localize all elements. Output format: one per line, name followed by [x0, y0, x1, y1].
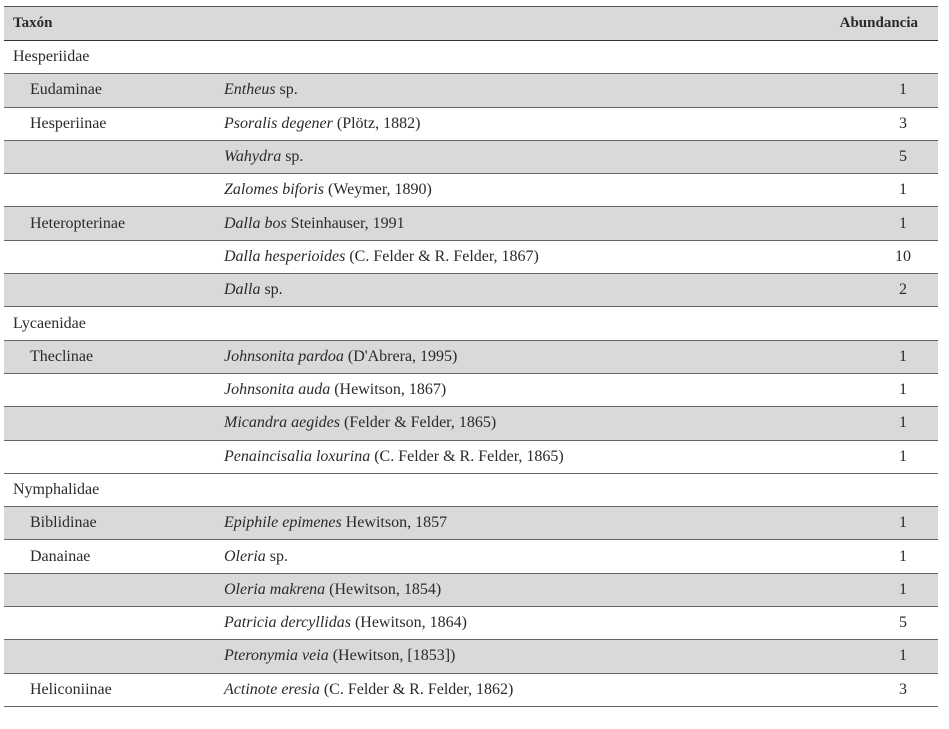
- abundance-value: 1: [899, 214, 907, 232]
- species-cell: [224, 341, 457, 373]
- species-name: Zalomes biforis: [224, 181, 325, 199]
- species-name: Entheus: [224, 81, 276, 99]
- table-row: [4, 574, 938, 607]
- species-cell: [224, 74, 298, 106]
- species-authority: (Felder & Felder, 1865): [339, 414, 497, 432]
- species-name: Micandra aegides: [224, 414, 340, 432]
- species-authority: (Hewitson, [1853]): [328, 647, 456, 665]
- species-name: Penaincisalia loxurina: [224, 447, 371, 465]
- table-row: [4, 74, 938, 107]
- species-authority: (D'Abrera, 1995): [343, 347, 458, 365]
- table-row: [4, 207, 938, 240]
- species-authority: Steinhauser, 1991: [286, 214, 405, 232]
- abundance-value: 1: [899, 547, 907, 565]
- subfamily-name: Hesperiinae: [30, 114, 107, 132]
- subfamily-name: Danainae: [30, 547, 91, 565]
- species-name: Oleria makrena: [224, 580, 326, 598]
- species-name: Pteronymia veia: [224, 647, 329, 665]
- species-cell: [224, 274, 283, 306]
- species-cell: [224, 108, 420, 140]
- family-row: [4, 474, 938, 507]
- species-cell: [224, 374, 446, 406]
- species-cell: [224, 574, 441, 606]
- table-row: [4, 374, 938, 407]
- species-name: Oleria: [224, 547, 266, 565]
- species-authority: (C. Felder & R. Felder, 1862): [319, 680, 514, 698]
- species-authority: (Hewitson, 1854): [325, 580, 442, 598]
- abundance-value: 3: [899, 680, 907, 698]
- abundance-value: 1: [899, 447, 907, 465]
- species-authority: sp.: [265, 547, 289, 565]
- family-name: Hesperiidae: [13, 48, 90, 66]
- species-name: Epiphile epimenes: [224, 514, 342, 532]
- abundance-column-header: Abundancia: [839, 15, 918, 31]
- subfamily-name: Theclinae: [30, 347, 94, 365]
- species-authority: (Hewitson, 1864): [350, 614, 467, 632]
- table-row: [4, 640, 938, 673]
- species-cell: [224, 241, 539, 273]
- family-name: Nymphalidae: [13, 481, 100, 498]
- table-body: [4, 41, 938, 707]
- subfamily-name: Heteropterinae: [30, 214, 126, 232]
- subfamily-name: Biblidinae: [30, 514, 97, 532]
- species-cell: [224, 674, 513, 706]
- table-row: [4, 108, 938, 141]
- abundance-value: 1: [899, 347, 907, 365]
- species-authority: Hewitson, 1857: [341, 514, 448, 532]
- species-authority: (C. Felder & R. Felder, 1867): [345, 247, 539, 265]
- abundance-value: 1: [899, 514, 907, 532]
- species-name: Dalla hesperioides: [224, 247, 346, 265]
- abundance-value: 1: [899, 381, 907, 399]
- subfamily-name: Heliconiinae: [30, 680, 112, 698]
- abundance-value: 1: [899, 181, 907, 199]
- species-authority: (Hewitson, 1867): [330, 381, 447, 399]
- table-row: [4, 507, 938, 540]
- family-row: [4, 41, 938, 74]
- table-row: [4, 174, 938, 207]
- table-row: [4, 607, 938, 640]
- abundance-value: 1: [899, 81, 907, 99]
- species-cell: [224, 640, 455, 672]
- table-row: [4, 241, 938, 274]
- species-name: Wahydra: [224, 148, 282, 166]
- species-authority: sp.: [275, 81, 298, 99]
- species-name: Actinote eresia: [224, 680, 320, 698]
- species-authority: (Weymer, 1890): [324, 181, 432, 199]
- species-authority: sp.: [260, 281, 283, 299]
- table-row: [4, 540, 938, 573]
- species-cell: [224, 507, 447, 539]
- abundance-value: 1: [899, 414, 907, 432]
- species-name: Johnsonita auda: [224, 381, 331, 399]
- species-name: Patricia dercyllidas: [224, 614, 351, 632]
- family-name: Lycaenidae: [13, 314, 86, 332]
- species-name: Johnsonita pardoa: [224, 347, 344, 365]
- abundance-value: 10: [895, 247, 911, 265]
- species-cell: [224, 607, 467, 639]
- table-row: [4, 441, 938, 474]
- species-name: Dalla bos: [224, 214, 287, 232]
- species-name: Psoralis degener: [224, 114, 333, 132]
- species-authority: (Plötz, 1882): [332, 114, 421, 132]
- species-cell: [224, 540, 288, 572]
- species-cell: [224, 141, 303, 173]
- abundance-value: 2: [899, 281, 907, 299]
- taxon-abundance-table: [4, 6, 938, 707]
- species-cell: [224, 441, 564, 473]
- species-cell: [224, 407, 496, 439]
- table-row: [4, 674, 938, 707]
- species-cell: [224, 207, 405, 239]
- species-name: Dalla: [224, 281, 261, 299]
- abundance-value: 1: [899, 580, 907, 598]
- family-row: [4, 307, 938, 340]
- species-cell: [224, 174, 432, 206]
- abundance-value: 5: [899, 148, 907, 166]
- subfamily-name: Eudaminae: [30, 81, 102, 99]
- species-authority: (C. Felder & R. Felder, 1865): [370, 447, 564, 465]
- table-row: [4, 341, 938, 374]
- table-row: [4, 141, 938, 174]
- abundance-value: 3: [899, 114, 907, 132]
- abundance-value: 1: [899, 647, 907, 665]
- species-authority: sp.: [281, 148, 304, 166]
- taxon-column-header: Taxón: [13, 15, 53, 31]
- table-header-row: [4, 7, 938, 41]
- abundance-value: 5: [899, 614, 907, 632]
- table-row: [4, 407, 938, 440]
- table-row: [4, 274, 938, 307]
